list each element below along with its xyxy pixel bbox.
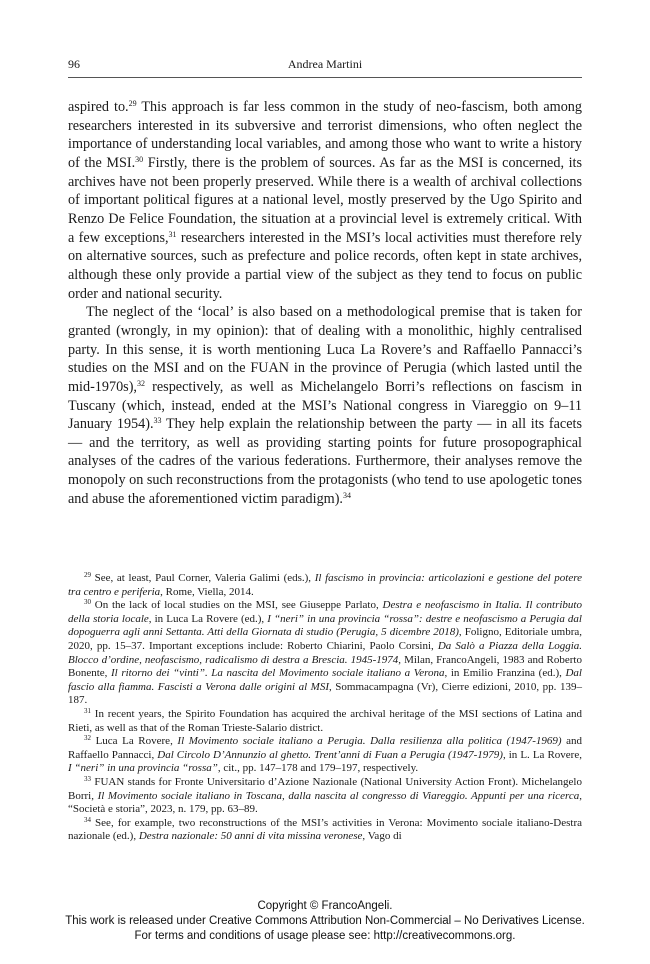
terms-line: For terms and conditions of usage please see: http://creativecommons.org. <box>134 930 516 943</box>
footnote-ref: 34 <box>342 490 351 500</box>
footnote-33: $^{33}$ FUAN stands for Fronte Universitario d’Azione Nazionale (National University Action Front). Michelangelo Borri, Il Movimento sociale italiano in Toscana, dalla nascita al congresso di Viareggio. Appunti per una ricerca, “Società e storia”, 2023, n. 179, pp. 63–89. <box>68 774 582 816</box>
paragraph-1: aspired to.$^{29}$ This approach is far less common in the study of neo-fascism, both among researchers interested in its subversive and terrorist dimensions, who often neglect the importance of understanding local variables, and among those who want to write a history of the MSI.$^{30}$ Firstly, there is the problem of sources. As far as the MSI is concerned, its archives have not been properly preserved. While there is a wealth of archival collections of important political figures at a national level, mostly preserved by the Ugo Spirito and Renzo De Felice Foundation, the situation at a provincial level is extremely critical. With a few exceptions,$^{31}$ researchers interested in the MSI’s local activities must therefore rely on alternative sources, such as prefecture and police records, often kept in state archives, although these only provide a partial view of the subject as they tend to focus on public order and national security. <box>68 99 582 302</box>
footnote-ref: 31 <box>168 229 177 239</box>
footnote-ref: 30 <box>135 154 144 164</box>
italic-title: I “neri” in una provincia “rossa”: destre e neofascismo a Perugia dal dopoguerra agli anni Settanta. Atti della Giornata di studio (Perugia, 5 dicembre 2018) <box>68 612 582 639</box>
license-notice <box>0 899 650 945</box>
italic-title: Destra nazionale: 50 anni di vita missina veronese <box>138 830 363 843</box>
italic-title: Dal Circolo D’Annunzio al ghetto. Trent’anni di Fuan a Perugia (1947-1979) <box>157 748 503 761</box>
footnote-ref: 29 <box>128 99 137 108</box>
footnote-ref: 34 <box>84 815 91 824</box>
footnote-30: $^{30}$ On the lack of local studies on the MSI, see Giuseppe Parlato, Destra e neofascismo in Italia. Il contributo della storia locale, in Luca La Rovere (ed.), I “neri” in una provincia “rossa”: destre e neofascismo a Perugia dal dopoguerra agli anni Settanta. Atti della Giornata di studio (Perugia, 5 dicembre 2018), Foligno, Editoriale umbra, 2020, pp. 15–37. Important exceptions include: Roberto Chiarini, Paolo Corsini, Da Salò a Piazza della Loggia. Blocco d’ordine, neofascismo, radicalismo di destra a Brescia. 1945-1974, Milan, FrancoAngeli, 1983 and Roberto Bonente, Il ritorno dei “vinti”. La nascita del Movimento sociale italiano a Verona, in Emilio Franzina (ed.), Dal fascio alla fiamma. Fascisti a Verona dalle origini al MSI, Sommacampagna (Vr), Cierre edizioni, 2010, pp. 139–187. <box>68 598 583 707</box>
italic-title: Il fascismo in provincia: articolazioni e gestione del potere tra centro e periferia <box>68 572 582 598</box>
italic-title: Il Movimento sociale italiano in Toscana, dalla nascita al congresso di Viareggio. Appunti per una ricerca <box>97 789 580 802</box>
footnotes <box>68 572 582 844</box>
footnote-ref: 33 <box>153 416 162 426</box>
italic-title: I “neri” in una provincia “rossa” <box>68 762 218 775</box>
running-head: Andrea Martini <box>287 57 363 71</box>
footnote-31: $^{31}$ In recent years, the Spirito Foundation has acquired the archival heritage of the MSI sections of Latina and Rieti, as well as that of the Roman Trieste-Salario district. <box>68 706 582 734</box>
page-number: 96 <box>68 57 80 71</box>
footnote-ref: 31 <box>84 706 91 715</box>
paragraph-2: The neglect of the ‘local’ is also based on a methodological premise that is taken for granted (wrongly, in my opinion): that of dealing with a monolithic, highly centralised party. In this sense, it is worth mentioning Luca La Rovere’s and Raffaello Pannacci’s studies on the MSI and on the FUAN in the province of Perugia (which lasted until the mid-1970s),$^{32}$ respectively, as well as Michelangelo Borri’s reflections on fascism in Tuscany (which, instead, ended at the MSI’s National congress in Viareggio on 9–11 January 1954).$^{33}$ They help explain the relationship between the party — in all its facets — and the territory, as well as providing starting points for future prosopographical analyses of the cadres of the various federations. Furthermore, their analyses remove the monopoly on such reconstructions from the protagonists (who tend to use apologetic tones and abuse the aforementioned victim paradigm).$^{34}$ <box>68 304 582 507</box>
italic-title: Il ritorno dei “vinti”. La nascita del Movimento sociale italiano a Verona <box>111 667 445 680</box>
footnote-ref: 32 <box>136 378 145 388</box>
footnote-32: $^{32}$ Luca La Rovere, Il Movimento sociale italiano a Perugia. Dalla resilienza alla politica (1947-1969) and Raffaello Pannacci, Dal Circolo D’Annunzio al ghetto. Trent’anni di Fuan a Perugia (1947-1979), in L. La Rovere, I “neri” in una provincia “rossa”, cit., pp. 147–178 and 179–197, respectively. <box>68 734 583 775</box>
footnote-29: $^{29}$ See, at least, Paul Corner, Valeria Galimi (eds.), Il fascismo in provincia: articolazioni e gestione del potere tra centro e periferia, Rome, Viella, 2014. <box>68 571 582 598</box>
copyright-line: Copyright © FrancoAngeli. <box>257 900 393 912</box>
italic-title: Da Salò a Piazza della Loggia. Blocco d’ordine, neofascismo, radicalismo di destra a Brescia. 1945-1974 <box>68 639 582 666</box>
footnote-ref: 30 <box>84 598 91 607</box>
footnote-34: $^{34}$ See, for example, two reconstructions of the MSI’s activities in Verona: Movimento sociale italiano-Destra nazionale (ed.), Destra nazionale: 50 anni di vita missina veronese, Vago di <box>68 815 582 843</box>
footnote-ref: 29 <box>84 571 91 579</box>
body-text <box>68 98 582 508</box>
footnote-ref: 32 <box>84 734 91 743</box>
license-line: This work is released under Creative Commons Attribution Non-Commercial – No Derivatives License. <box>65 915 585 928</box>
header-rule <box>68 77 582 78</box>
italic-title: Dal fascio alla fiamma. Fascisti a Verona dalle origini al MSI <box>68 667 582 693</box>
italic-title: Destra e neofascismo in Italia. Il contributo della storia locale <box>68 599 582 625</box>
footnote-ref: 33 <box>84 774 91 783</box>
page-header <box>68 57 582 73</box>
italic-title: Il Movimento sociale italiano a Perugia. Dalla resilienza alla politica (1947-1969) <box>177 735 562 748</box>
